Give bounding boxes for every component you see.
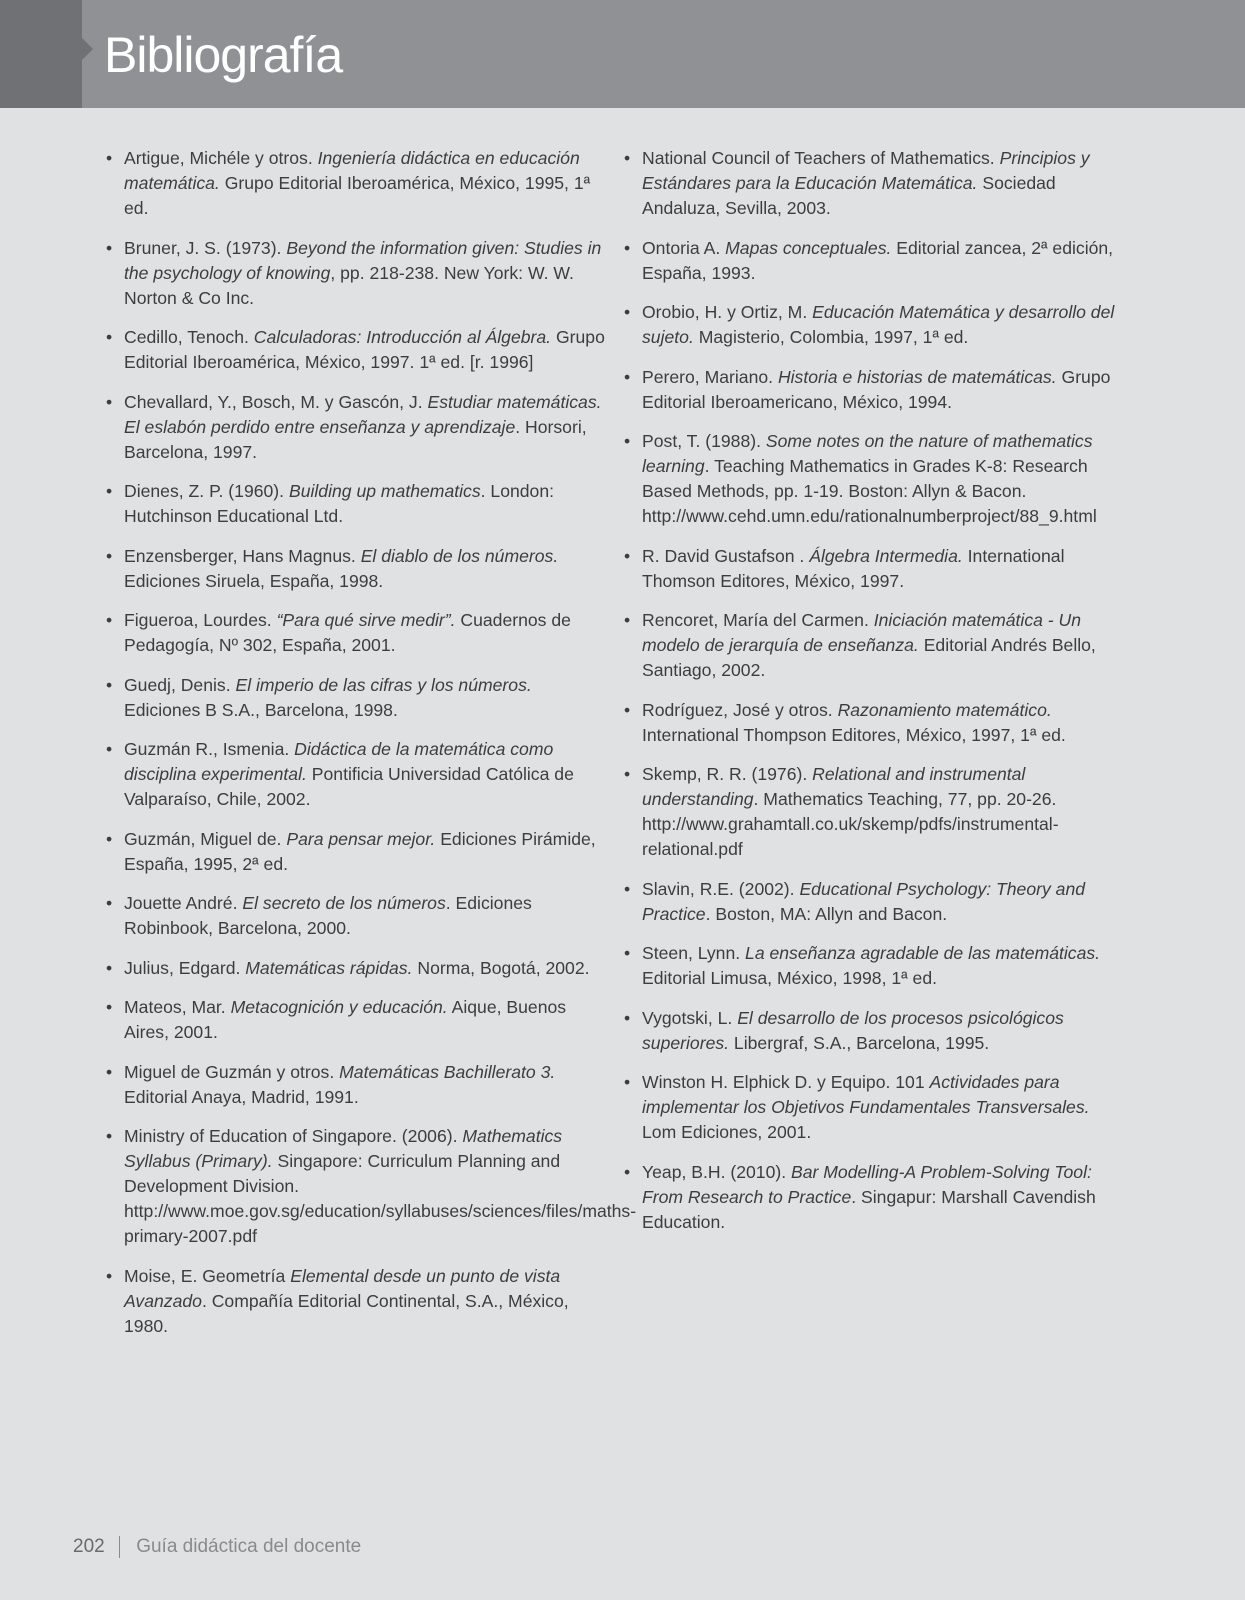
reference-title: El desarrollo de los procesos psicológicos superiores. [642,1007,1064,1053]
reference-author: Vygotski, L. [642,1007,738,1028]
reference-author: Steen, Lynn. [642,943,746,963]
reference-item [106,544,606,594]
reference-author: Figueroa, Lourdes. [124,610,277,630]
reference-title: “Para qué sirve medir”. [276,610,456,630]
reference-title: Mapas conceptuales. [725,237,892,258]
reference-author: Enzensberger, Hans Magnus. [124,545,361,566]
reference-author: National Council of Teachers of Mathematics. [642,148,1000,168]
reference-author: Ministry of Education of Singapore. (2006). [124,1126,463,1146]
reference-publication: Grupo Editorial Iberoamérica, México, 1995, 1ª ed. [124,173,591,218]
reference-publication: International Thomson Editores, México, 1997. [642,545,1065,591]
reference-title: Actividades para implementar los Objetivos Fundamentales Transversales. [642,1072,1090,1117]
reference-title: Ingeniería didáctica en educación matemática. [124,148,580,193]
reference-publication: International Thompson Editores, México, 1997, 1ª ed. [642,724,1066,745]
reference-author: Perero, Mariano. [642,366,778,387]
reference-item [106,325,606,375]
reference-publication: Grupo Editorial Iberoamérica, México, 1997. 1ª ed. [r. 1996] [124,327,605,372]
reference-publication: Grupo Editorial Iberoamericano, México, 1994. [642,366,1111,412]
reference-author: Cedillo, Tenoch. [124,327,254,347]
reference-publication: Aique, Buenos Aires, 2001. [124,997,567,1042]
reference-publication: Editorial Anaya, Madrid, 1991. [124,1086,359,1107]
reference-item [106,827,606,877]
bibliography-left-column [106,146,637,1353]
reference-author: Dienes, Z. P. (1960). [124,481,289,501]
reference-author: Winston H. Elphick D. y Equipo. 101 [642,1072,930,1092]
reference-item [624,608,1124,683]
reference-item [106,479,606,529]
reference-publication: . Compañía Editorial Continental, S.A., México, 1980. [124,1290,569,1336]
reference-item [106,236,606,311]
reference-author: Skemp, R. R. (1976). [642,764,813,784]
reference-publication: Editorial Limusa, México, 1998, 1ª ed. [642,968,938,988]
reference-author: Bruner, J. S. (1973). [124,237,287,258]
reference-publication: . Boston, MA: Allyn and Bacon. [705,903,948,924]
reference-author: Chevallard, Y., Bosch, M. y Gascón, J. [124,391,428,412]
page-header [0,0,1245,108]
reference-author: Rodríguez, José y otros. [642,699,838,720]
reference-item [624,365,1124,415]
reference-author: Moise, E. Geometría [124,1265,291,1286]
reference-title: Relational and instrumental understanding [642,764,1026,809]
reference-title: Estudiar matemáticas. El eslabón perdido entre enseñanza y aprendizaje [124,391,602,437]
reference-title: Some notes on the nature of mathematics learning [642,431,1093,476]
reference-publication: . Mathematics Teaching, 77, pp. 20-26. http://www.grahamtall.co.uk/skemp/pdfs/instrumental-relational.pdf [642,789,1059,859]
reference-title: El secreto de los números [242,893,446,913]
bibliography-right-column [624,146,1124,1249]
reference-publication: Ediciones B S.A., Barcelona, 1998. [124,699,398,720]
reference-author: Mateos, Mar. [124,997,231,1017]
reference-item [624,544,1124,594]
reference-item [106,1264,606,1339]
header-notch [82,38,93,60]
reference-author: Artigue, Michéle y otros. [124,148,318,168]
reference-author: Ontoria A. [642,237,726,258]
reference-item [624,698,1124,748]
reference-publication: Pontificia Universidad Católica de Valparaíso, Chile, 2002. [124,764,574,809]
reference-publication: Norma, Bogotá, 2002. [412,957,590,978]
reference-author: Guedj, Denis. [124,674,236,695]
reference-title: Historia e historias de matemáticas. [777,366,1057,387]
reference-publication: Magisterio, Colombia, 1997, 1ª ed. [693,327,969,347]
reference-item [106,1060,606,1110]
reference-title: La enseñanza agradable de las matemáticas. [745,943,1101,963]
reference-item [106,891,606,941]
reference-title: Elemental desde un punto de vista Avanzado [124,1265,561,1311]
reference-item [624,236,1124,286]
reference-author: R. David Gustafson . [642,545,810,566]
reference-title: El diablo de los números. [360,545,559,566]
reference-author: Orobio, H. y Ortiz, M. [642,302,813,322]
reference-author: Post, T. (1988). [642,431,766,451]
reference-title: Matemáticas rápidas. [245,957,413,978]
reference-title: Principios y Estándares para la Educación Matemática. [642,148,1090,193]
header-tab [0,0,82,108]
reference-item [624,1006,1124,1056]
reference-item [624,1160,1124,1235]
reference-author: Julius, Edgard. [124,957,246,978]
reference-item [624,1070,1124,1145]
page-footer [73,1532,361,1562]
reference-title: Educational Psychology: Theory and Practice [642,878,1086,924]
reference-author: Guzmán R., Ismenia. [124,739,295,759]
reference-title: Mathematics Syllabus (Primary). [124,1126,563,1171]
reference-title: Educación Matemática y desarrollo del sujeto. [642,302,1115,347]
reference-publication: . Singapur: Marshall Cavendish Education. [642,1186,1096,1232]
reference-item [106,673,606,723]
reference-item [624,941,1124,991]
reference-author: Rencoret, María del Carmen. [642,610,874,630]
reference-item [106,1124,637,1249]
reference-author: Miguel de Guzmán y otros. [124,1061,340,1082]
reference-title: El imperio de las cifras y los números. [235,674,532,695]
reference-publication: Libergraf, S.A., Barcelona, 1995. [729,1032,990,1053]
page-title: Bibliografía [104,27,343,83]
reference-item [624,877,1124,927]
reference-item [106,608,606,658]
reference-item [624,146,1124,221]
reference-item [624,300,1124,350]
reference-title: Calculadoras: Introducción al Álgebra. [253,327,552,347]
reference-author: Yeap, B.H. (2010). [642,1161,791,1182]
reference-publication: Ediciones Siruela, España, 1998. [124,570,384,591]
footer-divider [119,1536,121,1558]
reference-publication: Cuadernos de Pedagogía, Nº 302, España, 2001. [124,610,571,655]
reference-publication: . Horsori, Barcelona, 1997. [124,416,587,462]
reference-title: Álgebra Intermedia. [809,545,963,566]
reference-title: Bar Modelling-A Problem-Solving Tool: From Research to Practice [642,1161,1092,1207]
reference-item [106,956,606,981]
reference-publication: . Teaching Mathematics in Grades K-8: Research Based Methods, pp. 1-19. Boston: Allyn & Bacon. http://www.cehd.umn.edu/rationalnumberproject/88_9.html [642,456,1097,526]
reference-publication: Singapore: Curriculum Planning and Development Division. http://www.moe.gov.sg/education/syllabuses/sciences/files/maths-primary-2007.pdf [124,1151,637,1246]
reference-title: Beyond the information given: Studies in the psychology of knowing [124,237,602,283]
reference-publication: . Ediciones Robinbook, Barcelona, 2000. [124,893,532,938]
reference-title: Metacognición y educación. [230,997,448,1017]
reference-publication: , pp. 218-238. New York: W. W. Norton & Co Inc. [124,262,574,308]
reference-item [624,762,1124,862]
reference-author: Guzmán, Miguel de. [124,828,287,849]
reference-title: Matemáticas Bachillerato 3. [339,1061,556,1082]
reference-item [106,146,606,221]
page-number: 202 [73,1536,105,1557]
reference-title: Didáctica de la matemática como disciplina experimental. [124,739,554,784]
reference-item [106,737,606,812]
reference-title: Building up mathematics [288,481,481,501]
reference-author: Jouette André. [124,893,243,913]
reference-title: Razonamiento matemático. [837,699,1052,720]
reference-author: Slavin, R.E. (2002). [642,878,800,899]
reference-publication: Ediciones Pirámide, España, 1995, 2ª ed. [124,828,596,874]
reference-item [106,390,606,465]
reference-title: Iniciación matemática - Un modelo de jerarquía de enseñanza. [642,610,1082,655]
reference-item [624,429,1124,529]
guide-title: Guía didáctica del docente [136,1536,362,1557]
reference-publication: . London: Hutchinson Educational Ltd. [124,481,555,526]
reference-publication: Editorial zancea, 2ª edición, España, 1993. [642,237,1114,283]
reference-title: Para pensar mejor. [286,828,436,849]
reference-publication: Sociedad Andaluza, Sevilla, 2003. [642,173,1056,218]
reference-publication: Editorial Andrés Bello, Santiago, 2002. [642,635,1096,680]
reference-publication: Lom Ediciones, 2001. [642,1122,812,1142]
reference-item [106,995,606,1045]
